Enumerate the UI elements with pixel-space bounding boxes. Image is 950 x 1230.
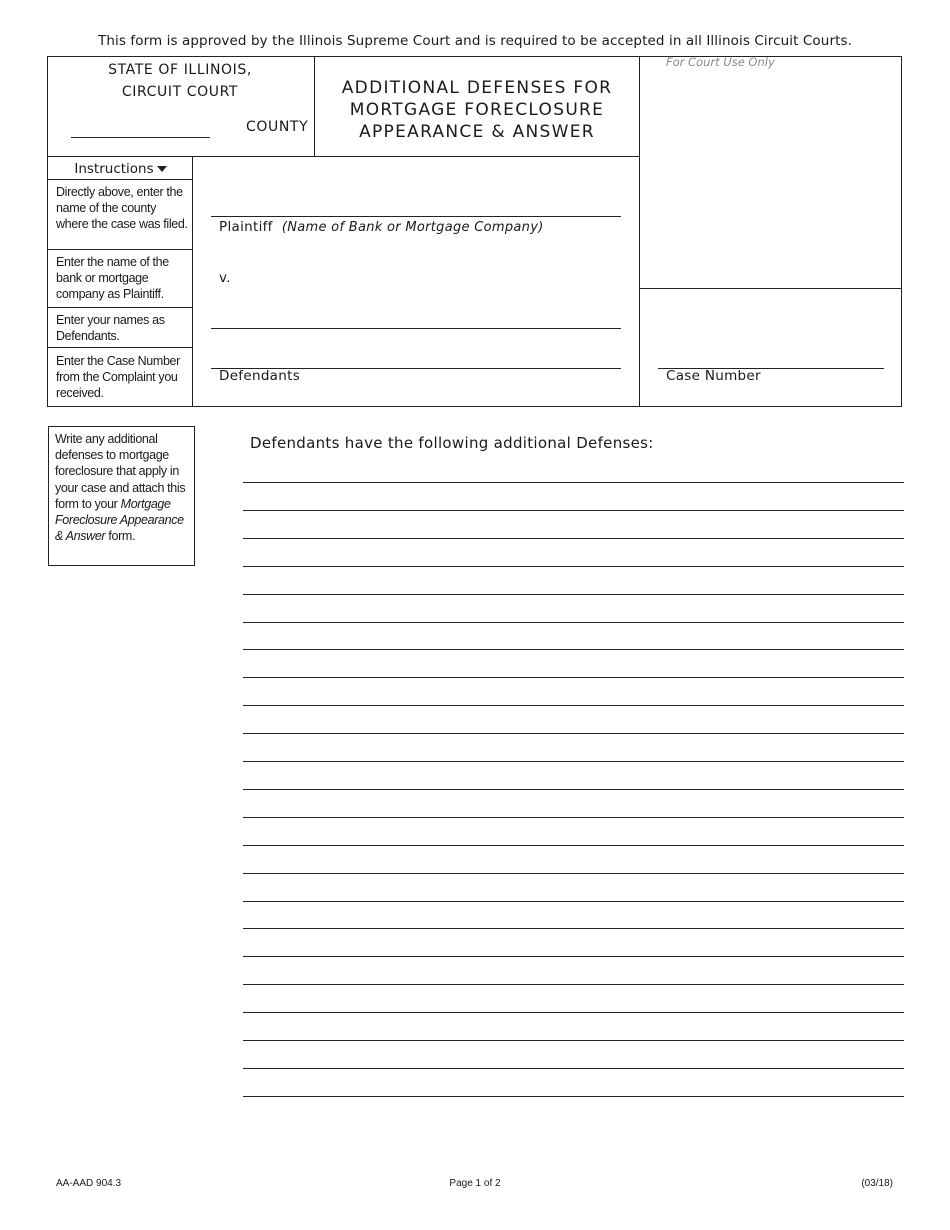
defense-line[interactable] — [243, 1068, 904, 1069]
defense-line[interactable] — [243, 566, 904, 567]
divider — [48, 307, 193, 308]
defense-line[interactable] — [243, 594, 904, 595]
caret-down-icon — [157, 166, 167, 172]
instruction-defendants: Enter your names as Defendants. — [56, 313, 165, 343]
defenses-label: Defendants have the following additional Defenses: — [250, 434, 654, 452]
defense-line[interactable] — [243, 538, 904, 539]
defense-line[interactable] — [243, 733, 904, 734]
attach-instruction — [48, 426, 195, 566]
title-line: APPEARANCE & ANSWER — [359, 122, 595, 142]
divider — [314, 57, 315, 157]
instructions-toggle[interactable] — [48, 161, 193, 177]
page-number: Page 1 of 2 — [449, 1178, 501, 1189]
county-label: COUNTY — [246, 119, 309, 135]
court-use-label: For Court Use Only — [666, 55, 775, 69]
defense-line[interactable] — [243, 677, 904, 678]
defense-line[interactable] — [243, 761, 904, 762]
defense-line[interactable] — [243, 622, 904, 623]
defense-line[interactable] — [243, 873, 904, 874]
referenced-form-name: Mortgage Foreclosure Appearance & Answer — [55, 496, 184, 544]
defense-line[interactable] — [243, 817, 904, 818]
attach-instruction-text: Write any additional defenses to mortgage foreclosure that apply in your case and attach this form to your — [55, 432, 186, 511]
defense-line[interactable] — [243, 789, 904, 790]
defense-line[interactable] — [243, 1012, 904, 1013]
defense-line[interactable] — [243, 901, 904, 902]
form-code: AA-AAD 904.3 — [56, 1178, 122, 1189]
approval-note: This form is approved by the Illinois Supreme Court and is required to be accepted in all Illinois Circuit Courts. — [97, 33, 853, 49]
divider — [48, 249, 193, 250]
defense-line[interactable] — [243, 928, 904, 929]
defense-line[interactable] — [243, 1096, 904, 1097]
defense-line[interactable] — [243, 984, 904, 985]
state-line: STATE OF ILLINOIS, — [108, 62, 252, 78]
defense-line[interactable] — [243, 705, 904, 706]
title-line: ADDITIONAL DEFENSES FOR — [341, 78, 613, 98]
attach-instruction-text: form. — [108, 529, 136, 544]
versus-label: v. — [219, 270, 231, 286]
divider — [48, 156, 640, 157]
plaintiff-caption — [219, 216, 544, 235]
instruction-county: Directly above, enter the name of the county where the case was filed. — [56, 185, 188, 231]
case-number-label: Case Number — [666, 368, 761, 384]
plaintiff-hint: (Name of Bank or Mortgage Company) — [281, 220, 544, 235]
instruction-plaintiff: Enter the name of the bank or mortgage company as Plaintiff. — [56, 255, 169, 301]
defense-line[interactable] — [243, 649, 904, 650]
revision-date: (03/18) — [861, 1178, 893, 1189]
defense-line[interactable] — [243, 1040, 904, 1041]
instruction-case-number: Enter the Case Number from the Complaint you received. — [56, 354, 180, 400]
defense-line[interactable] — [243, 956, 904, 957]
caption-box — [47, 56, 902, 407]
title-line: MORTGAGE FORECLOSURE — [349, 100, 605, 120]
divider — [192, 157, 193, 407]
divider — [639, 57, 640, 407]
form-title — [316, 77, 638, 143]
circuit-court-line: CIRCUIT COURT — [121, 84, 239, 100]
defendants-label: Defendants — [219, 368, 301, 384]
divider — [48, 179, 193, 180]
defense-line[interactable] — [243, 845, 904, 846]
county-field[interactable] — [71, 137, 210, 138]
defendant-field-1[interactable] — [211, 328, 621, 329]
plaintiff-label: Plaintiff — [219, 219, 273, 235]
divider — [639, 288, 902, 289]
instructions-heading: Instructions — [74, 161, 154, 177]
defense-line[interactable] — [243, 482, 904, 483]
court-jurisdiction — [70, 59, 290, 103]
divider — [48, 347, 193, 348]
defense-line[interactable] — [243, 510, 904, 511]
